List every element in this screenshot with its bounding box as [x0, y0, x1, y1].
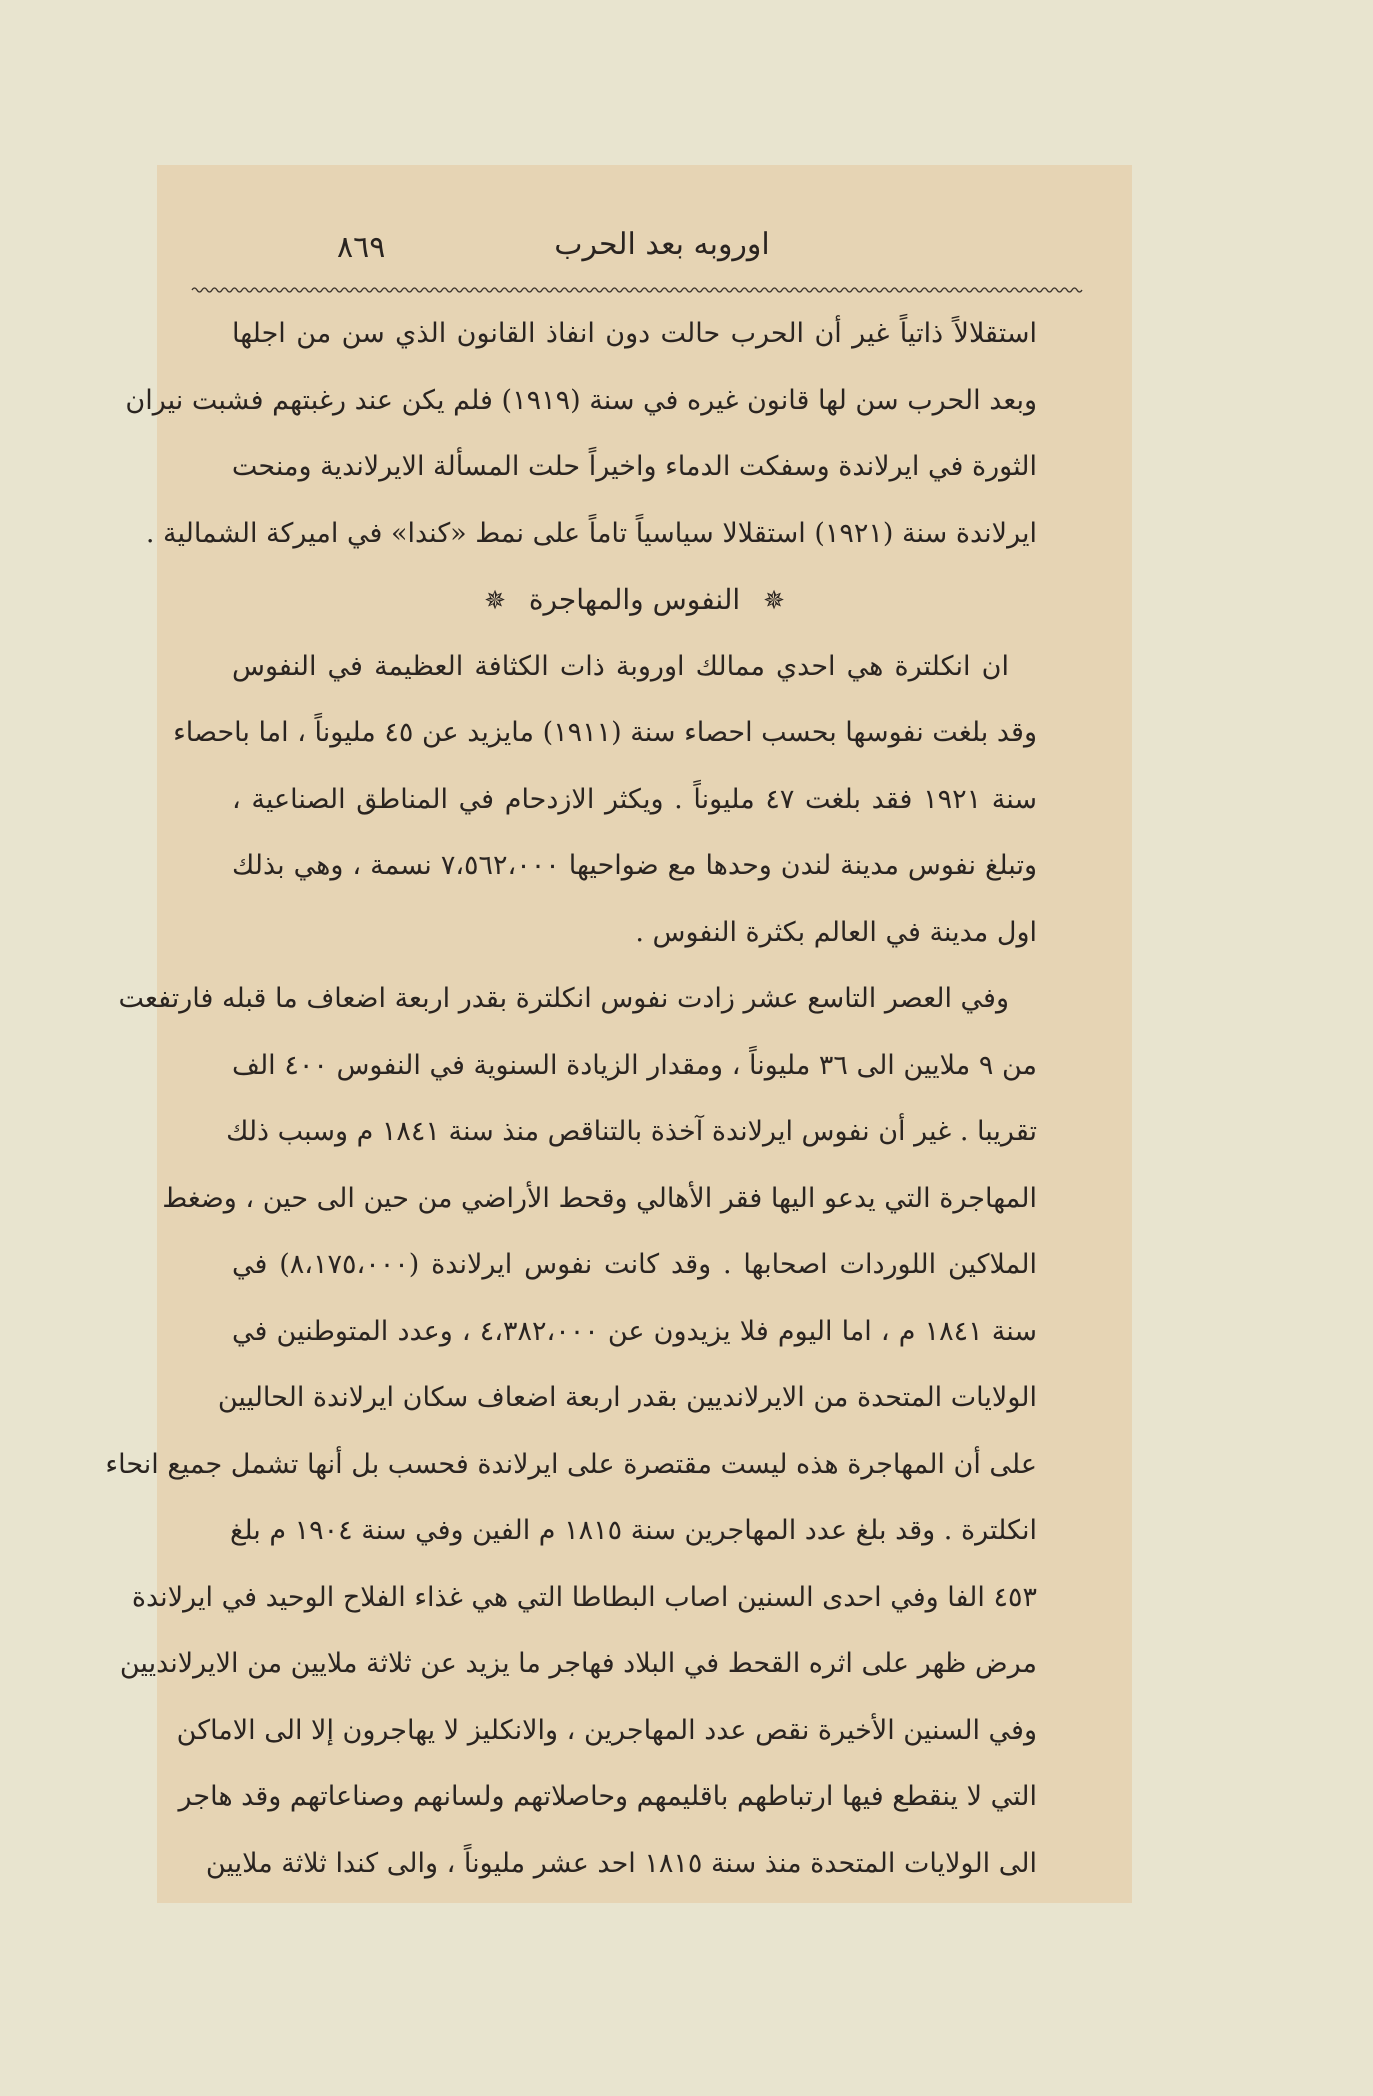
- section-heading-title: النفوس والمهاجرة: [528, 583, 741, 616]
- text-line: الولايات المتحدة من الايرلانديين بقدر اربعة اضعاف سكان ايرلاندة الحاليين: [217, 1382, 1037, 1413]
- text-line: على أن المهاجرة هذه ليست مقتصرة على ايرلاندة فحسب بل أنها تشمل جميع انحاء: [105, 1448, 1037, 1480]
- star-ornament-icon: ✵: [484, 586, 506, 616]
- text-line: وتبلغ نفوس مدينة لندن وحدها مع ضواحيها ٧،٥٦٢،٠٠٠ نسمة ، وهي بذلك: [232, 850, 1037, 881]
- text-line: الملاكين اللوردات اصحابها . وقد كانت نفوس ايرلاندة (٨،١٧٥،٠٠٠) في: [232, 1249, 1037, 1280]
- text-line: وبعد الحرب سن لها قانون غيره في سنة (١٩١٩) فلم يكن عند رغبتهم فشبت نيران: [125, 384, 1037, 416]
- paragraph-3: [105, 966, 1038, 1897]
- section-heading: [232, 567, 1037, 634]
- text-line: ٤٥٣ الفا وفي احدى السنين اصاب البطاطا التي هي غذاء الفلاح الوحيد في ايرلاندة: [131, 1581, 1037, 1613]
- text-line: المهاجرة التي يدعو اليها فقر الأهالي وقحط الأراضي من حين الى حين ، وضغط: [162, 1182, 1037, 1214]
- body-text: [105, 301, 1038, 1897]
- text-line: سنة ١٨٤١ م ، اما اليوم فلا يزيدون عن ٤،٣٨٢،٠٠٠ ، وعدد المتوطنين في: [232, 1315, 1038, 1347]
- text-line: سنة ١٩٢١ فقد بلغت ٤٧ مليوناً . ويكثر الازدحام في المناطق الصناعية ،: [232, 783, 1037, 815]
- text-line: وقد بلغت نفوسها بحسب احصاء سنة (١٩١١) مايزيد عن ٤٥ مليوناً ، اما باحصاء: [173, 717, 1037, 748]
- text-line: ان انكلترة هي احدي ممالك اوروبة ذات الكثافة العظيمة في النفوس: [232, 650, 1009, 682]
- paragraph-1: [125, 301, 1037, 567]
- text-line: استقلالاً ذاتياً غير أن الحرب حالت دون انفاذ القانون الذي سن من اجلها: [232, 318, 1037, 349]
- star-ornament-icon: ✵: [763, 586, 785, 616]
- text-line: من ٩ ملايين الى ٣٦ مليوناً ، ومقدار الزيادة السنوية في النفوس ٤٠٠ الف: [232, 1049, 1037, 1081]
- text-line: انكلترة . وقد بلغ عدد المهاجرين سنة ١٨١٥ م الفين وفي سنة ١٩٠٤ م بلغ: [229, 1515, 1037, 1546]
- text-line: التي لا ينقطع فيها ارتباطهم باقليمهم وحاصلاتهم ولسانهم وصناعاتهم وقد هاجر: [178, 1781, 1037, 1812]
- wavy-rule-divider: [192, 285, 1082, 295]
- text-line: تقريبا . غير أن نفوس ايرلاندة آخذة بالتناقص منذ سنة ١٨٤١ م وسبب ذلك: [226, 1116, 1037, 1147]
- page-number: ٨٦٩: [337, 230, 386, 265]
- text-line: وفي السنين الأخيرة نقص عدد المهاجرين ، والانكليز لا يهاجرون إلا الى الاماكن: [176, 1714, 1037, 1746]
- page-header: [232, 165, 1037, 285]
- text-line: اول مدينة في العالم بكثرة النفوس .: [635, 916, 1037, 948]
- book-page: [105, 165, 1132, 1903]
- text-line: مرض ظهر على اثره القحط في البلاد فهاجر ما يزيد عن ثلاثة ملايين من الايرلانديين: [119, 1648, 1037, 1679]
- text-line: الى الولايات المتحدة منذ سنة ١٨١٥ احد عشر مليوناً ، والى كندا ثلاثة ملايين: [205, 1847, 1037, 1879]
- running-title: اوروبه بعد الحرب: [554, 227, 770, 262]
- text-line: الثورة في ايرلاندة وسفكت الدماء واخيراً حلت المسألة الايرلاندية ومنحت: [231, 451, 1037, 482]
- text-line: وفي العصر التاسع عشر زادت نفوس انكلترة بقدر اربعة اضعاف ما قبله فارتفعت: [118, 983, 1009, 1014]
- text-line: ايرلاندة سنة (١٩٢١) استقلالا سياسياً تاماً على نمط «كندا» في اميركة الشمالية .: [145, 517, 1037, 549]
- paragraph-2: [173, 634, 1037, 967]
